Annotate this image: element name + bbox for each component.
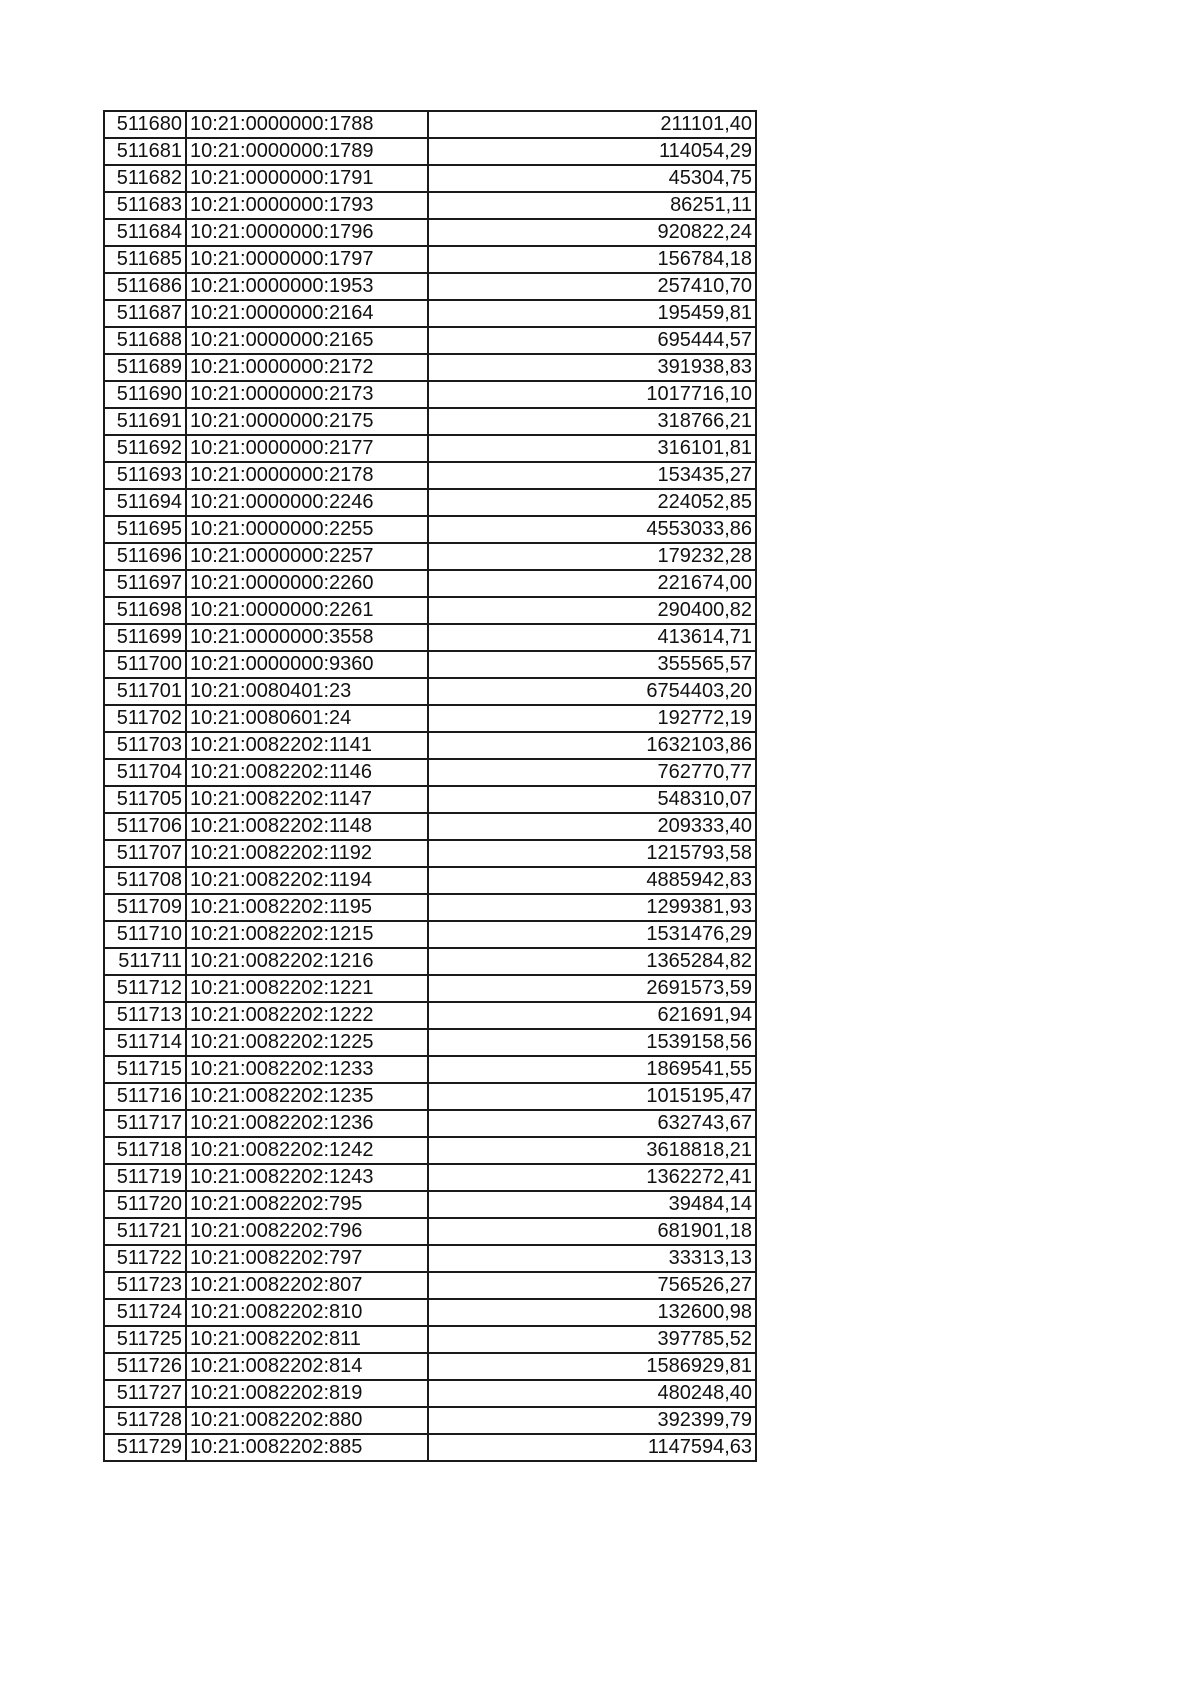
value-cell: 355565,57	[428, 651, 756, 678]
row-id-cell: 511729	[104, 1434, 186, 1461]
cadastral-number-cell: 10:21:0082202:1225	[186, 1029, 428, 1056]
table-row	[104, 246, 756, 273]
value-cell: 1586929,81	[428, 1353, 756, 1380]
row-id-cell: 511717	[104, 1110, 186, 1137]
value-cell: 2691573,59	[428, 975, 756, 1002]
row-id-cell: 511708	[104, 867, 186, 894]
table-row	[104, 111, 756, 138]
row-id-cell: 511683	[104, 192, 186, 219]
value-cell: 316101,81	[428, 435, 756, 462]
value-cell: 920822,24	[428, 219, 756, 246]
row-id-cell: 511680	[104, 111, 186, 138]
value-cell: 153435,27	[428, 462, 756, 489]
cadastral-number-cell: 10:21:0000000:2165	[186, 327, 428, 354]
cadastral-number-cell: 10:21:0080601:24	[186, 705, 428, 732]
value-cell: 1539158,56	[428, 1029, 756, 1056]
cadastral-number-cell: 10:21:0082202:1243	[186, 1164, 428, 1191]
cadastral-number-cell: 10:21:0082202:1222	[186, 1002, 428, 1029]
table-row	[104, 867, 756, 894]
cadastral-number-cell: 10:21:0082202:1221	[186, 975, 428, 1002]
table-row	[104, 354, 756, 381]
cadastral-number-cell: 10:21:0082202:1215	[186, 921, 428, 948]
table-row	[104, 1110, 756, 1137]
table-row	[104, 1245, 756, 1272]
table-row	[104, 1002, 756, 1029]
cadastral-number-cell: 10:21:0082202:1194	[186, 867, 428, 894]
row-id-cell: 511707	[104, 840, 186, 867]
cadastral-number-cell: 10:21:0000000:1789	[186, 138, 428, 165]
row-id-cell: 511702	[104, 705, 186, 732]
value-cell: 195459,81	[428, 300, 756, 327]
cadastral-number-cell: 10:21:0082202:796	[186, 1218, 428, 1245]
value-cell: 318766,21	[428, 408, 756, 435]
cadastral-number-cell: 10:21:0082202:810	[186, 1299, 428, 1326]
row-id-cell: 511698	[104, 597, 186, 624]
table-row	[104, 192, 756, 219]
cadastral-number-cell: 10:21:0000000:3558	[186, 624, 428, 651]
row-id-cell: 511697	[104, 570, 186, 597]
cadastral-number-cell: 10:21:0082202:1242	[186, 1137, 428, 1164]
row-id-cell: 511684	[104, 219, 186, 246]
row-id-cell: 511720	[104, 1191, 186, 1218]
row-id-cell: 511682	[104, 165, 186, 192]
value-cell: 192772,19	[428, 705, 756, 732]
table-row	[104, 786, 756, 813]
table-row	[104, 327, 756, 354]
table-row	[104, 1299, 756, 1326]
table-row	[104, 651, 756, 678]
table-row	[104, 1083, 756, 1110]
row-id-cell: 511685	[104, 246, 186, 273]
value-cell: 397785,52	[428, 1326, 756, 1353]
value-cell: 632743,67	[428, 1110, 756, 1137]
table-row	[104, 1137, 756, 1164]
value-cell: 179232,28	[428, 543, 756, 570]
row-id-cell: 511691	[104, 408, 186, 435]
table-row	[104, 219, 756, 246]
table-row	[104, 543, 756, 570]
cadastral-number-cell: 10:21:0000000:1788	[186, 111, 428, 138]
value-cell: 391938,83	[428, 354, 756, 381]
value-cell: 756526,27	[428, 1272, 756, 1299]
table-body	[104, 111, 756, 1461]
value-cell: 1365284,82	[428, 948, 756, 975]
table-row	[104, 516, 756, 543]
data-table	[103, 110, 757, 1462]
cadastral-number-cell: 10:21:0082202:1236	[186, 1110, 428, 1137]
row-id-cell: 511700	[104, 651, 186, 678]
value-cell: 114054,29	[428, 138, 756, 165]
row-id-cell: 511727	[104, 1380, 186, 1407]
value-cell: 211101,40	[428, 111, 756, 138]
row-id-cell: 511690	[104, 381, 186, 408]
value-cell: 45304,75	[428, 165, 756, 192]
row-id-cell: 511703	[104, 732, 186, 759]
row-id-cell: 511716	[104, 1083, 186, 1110]
cadastral-number-cell: 10:21:0082202:880	[186, 1407, 428, 1434]
table-row	[104, 921, 756, 948]
table-row	[104, 381, 756, 408]
row-id-cell: 511718	[104, 1137, 186, 1164]
value-cell: 1869541,55	[428, 1056, 756, 1083]
cadastral-number-cell: 10:21:0082202:1216	[186, 948, 428, 975]
cadastral-number-cell: 10:21:0082202:1147	[186, 786, 428, 813]
table-row	[104, 138, 756, 165]
value-cell: 224052,85	[428, 489, 756, 516]
value-cell: 1015195,47	[428, 1083, 756, 1110]
value-cell: 39484,14	[428, 1191, 756, 1218]
row-id-cell: 511714	[104, 1029, 186, 1056]
table-row	[104, 1407, 756, 1434]
row-id-cell: 511699	[104, 624, 186, 651]
row-id-cell: 511701	[104, 678, 186, 705]
table-row	[104, 300, 756, 327]
cadastral-number-cell: 10:21:0000000:1793	[186, 192, 428, 219]
table-row	[104, 408, 756, 435]
row-id-cell: 511693	[104, 462, 186, 489]
row-id-cell: 511721	[104, 1218, 186, 1245]
value-cell: 86251,11	[428, 192, 756, 219]
cadastral-number-cell: 10:21:0082202:1141	[186, 732, 428, 759]
cadastral-number-cell: 10:21:0000000:2164	[186, 300, 428, 327]
cadastral-number-cell: 10:21:0082202:814	[186, 1353, 428, 1380]
row-id-cell: 511723	[104, 1272, 186, 1299]
row-id-cell: 511687	[104, 300, 186, 327]
value-cell: 257410,70	[428, 273, 756, 300]
row-id-cell: 511706	[104, 813, 186, 840]
table-row	[104, 1164, 756, 1191]
row-id-cell: 511689	[104, 354, 186, 381]
row-id-cell: 511726	[104, 1353, 186, 1380]
table-row	[104, 570, 756, 597]
cadastral-number-cell: 10:21:0000000:2173	[186, 381, 428, 408]
cadastral-number-cell: 10:21:0080401:23	[186, 678, 428, 705]
value-cell: 1632103,86	[428, 732, 756, 759]
table-row	[104, 273, 756, 300]
table-row	[104, 1272, 756, 1299]
value-cell: 33313,13	[428, 1245, 756, 1272]
value-cell: 762770,77	[428, 759, 756, 786]
table-row	[104, 1326, 756, 1353]
cadastral-number-cell: 10:21:0000000:2255	[186, 516, 428, 543]
cadastral-number-cell: 10:21:0082202:885	[186, 1434, 428, 1461]
cadastral-number-cell: 10:21:0000000:2175	[186, 408, 428, 435]
cadastral-number-cell: 10:21:0000000:1791	[186, 165, 428, 192]
value-cell: 3618818,21	[428, 1137, 756, 1164]
row-id-cell: 511686	[104, 273, 186, 300]
value-cell: 480248,40	[428, 1380, 756, 1407]
cadastral-number-cell: 10:21:0082202:795	[186, 1191, 428, 1218]
cadastral-number-cell: 10:21:0000000:1796	[186, 219, 428, 246]
value-cell: 6754403,20	[428, 678, 756, 705]
value-cell: 1299381,93	[428, 894, 756, 921]
cadastral-number-cell: 10:21:0082202:1192	[186, 840, 428, 867]
row-id-cell: 511705	[104, 786, 186, 813]
row-id-cell: 511696	[104, 543, 186, 570]
cadastral-number-cell: 10:21:0082202:1146	[186, 759, 428, 786]
value-cell: 221674,00	[428, 570, 756, 597]
value-cell: 4885942,83	[428, 867, 756, 894]
row-id-cell: 511722	[104, 1245, 186, 1272]
value-cell: 209333,40	[428, 813, 756, 840]
table-row	[104, 948, 756, 975]
value-cell: 156784,18	[428, 246, 756, 273]
value-cell: 413614,71	[428, 624, 756, 651]
cadastral-number-cell: 10:21:0000000:9360	[186, 651, 428, 678]
row-id-cell: 511695	[104, 516, 186, 543]
table-row	[104, 1434, 756, 1461]
row-id-cell: 511681	[104, 138, 186, 165]
table-row	[104, 813, 756, 840]
value-cell: 1362272,41	[428, 1164, 756, 1191]
row-id-cell: 511710	[104, 921, 186, 948]
value-cell: 4553033,86	[428, 516, 756, 543]
table-row	[104, 759, 756, 786]
cadastral-number-cell: 10:21:0082202:1148	[186, 813, 428, 840]
cadastral-number-cell: 10:21:0000000:2261	[186, 597, 428, 624]
value-cell: 290400,82	[428, 597, 756, 624]
table-row	[104, 840, 756, 867]
table-row	[104, 678, 756, 705]
row-id-cell: 511715	[104, 1056, 186, 1083]
cadastral-number-cell: 10:21:0000000:2260	[186, 570, 428, 597]
row-id-cell: 511711	[104, 948, 186, 975]
table-row	[104, 597, 756, 624]
cadastral-number-cell: 10:21:0082202:1233	[186, 1056, 428, 1083]
cadastral-number-cell: 10:21:0000000:2178	[186, 462, 428, 489]
cadastral-number-cell: 10:21:0000000:1797	[186, 246, 428, 273]
value-cell: 392399,79	[428, 1407, 756, 1434]
table-row	[104, 732, 756, 759]
value-cell: 1215793,58	[428, 840, 756, 867]
row-id-cell: 511704	[104, 759, 186, 786]
value-cell: 548310,07	[428, 786, 756, 813]
table-row	[104, 462, 756, 489]
row-id-cell: 511694	[104, 489, 186, 516]
table-row	[104, 1056, 756, 1083]
table-row	[104, 435, 756, 462]
cadastral-number-cell: 10:21:0000000:2172	[186, 354, 428, 381]
value-cell: 1017716,10	[428, 381, 756, 408]
row-id-cell: 511688	[104, 327, 186, 354]
row-id-cell: 511728	[104, 1407, 186, 1434]
cadastral-number-cell: 10:21:0000000:2177	[186, 435, 428, 462]
value-cell: 621691,94	[428, 1002, 756, 1029]
cadastral-number-cell: 10:21:0082202:1195	[186, 894, 428, 921]
value-cell: 681901,18	[428, 1218, 756, 1245]
row-id-cell: 511725	[104, 1326, 186, 1353]
cadastral-number-cell: 10:21:0000000:2246	[186, 489, 428, 516]
table-row	[104, 705, 756, 732]
row-id-cell: 511719	[104, 1164, 186, 1191]
table-row	[104, 489, 756, 516]
value-cell: 1147594,63	[428, 1434, 756, 1461]
table-row	[104, 1353, 756, 1380]
table-row	[104, 975, 756, 1002]
table-row	[104, 1380, 756, 1407]
row-id-cell: 511692	[104, 435, 186, 462]
table-row	[104, 1218, 756, 1245]
row-id-cell: 511713	[104, 1002, 186, 1029]
cadastral-number-cell: 10:21:0082202:1235	[186, 1083, 428, 1110]
cadastral-number-cell: 10:21:0082202:819	[186, 1380, 428, 1407]
table-row	[104, 1191, 756, 1218]
table-row	[104, 1029, 756, 1056]
cadastral-number-cell: 10:21:0082202:811	[186, 1326, 428, 1353]
cadastral-number-cell: 10:21:0082202:807	[186, 1272, 428, 1299]
row-id-cell: 511724	[104, 1299, 186, 1326]
value-cell: 695444,57	[428, 327, 756, 354]
value-cell: 132600,98	[428, 1299, 756, 1326]
cadastral-number-cell: 10:21:0000000:2257	[186, 543, 428, 570]
table-row	[104, 165, 756, 192]
value-cell: 1531476,29	[428, 921, 756, 948]
row-id-cell: 511709	[104, 894, 186, 921]
cadastral-number-cell: 10:21:0000000:1953	[186, 273, 428, 300]
cadastral-number-cell: 10:21:0082202:797	[186, 1245, 428, 1272]
table-row	[104, 624, 756, 651]
row-id-cell: 511712	[104, 975, 186, 1002]
table-row	[104, 894, 756, 921]
